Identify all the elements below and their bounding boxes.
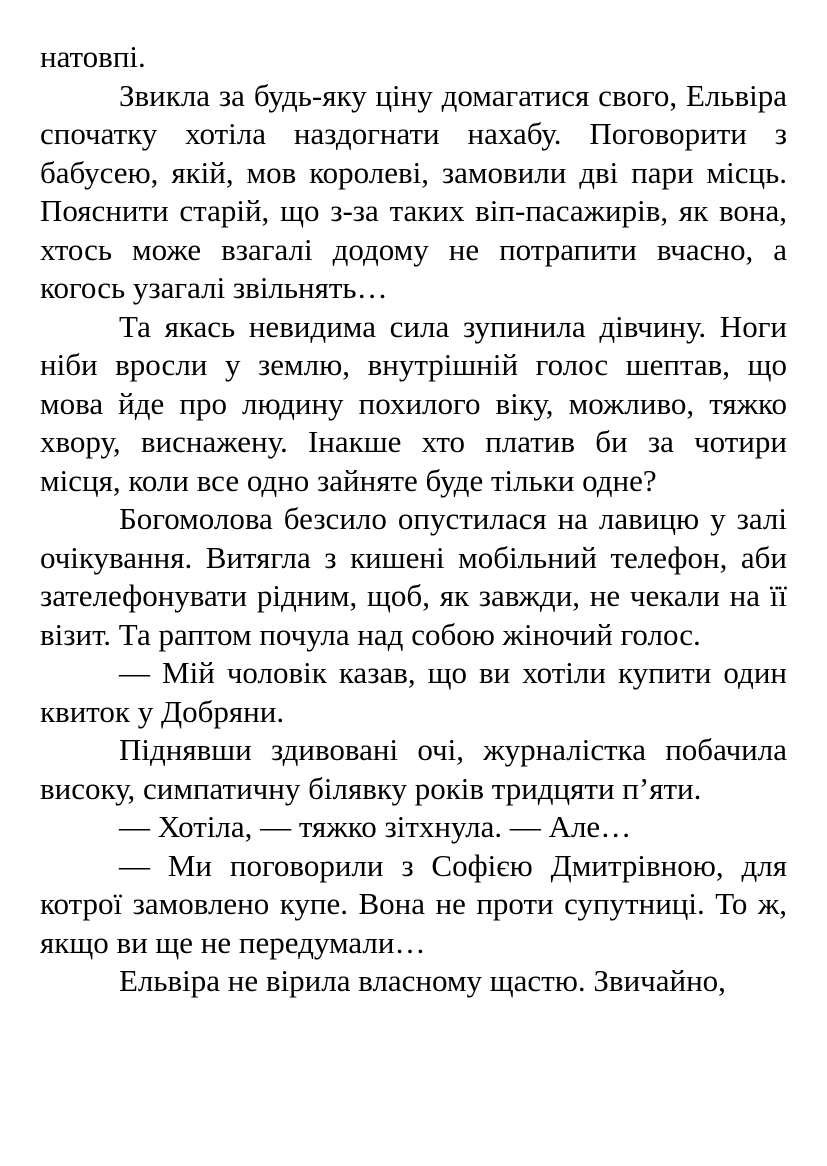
paragraph-elvira-happiness: Ельвіра не вірила власному щастю. Звичайно, <box>119 963 726 998</box>
dialogue-sofia-dmytrivna: — Ми поговорили з Софією Дмитрівною, для котрої замовлено купе. Вона не проти супутниці. То ж, якщо ви ще не передумали… <box>40 847 787 960</box>
paragraph-elvira-wanted-to-catch-up: Звикла за будь-яку ціну домагатися свого, Ельвіра спочатку хотіла наздогнати нахабу. Поговорити з бабусею, якій, мов королеві, замовили дві пари місць. Пояснити старій, що з-за таких віп-пасажирів, як вона, хтось може взагалі додому не потрапити вчасно, а когось узагалі звільнять… <box>40 77 787 305</box>
paragraph-journalist-looked-up: Піднявши здивовані очі, журналістка побачила високу, симпатичну білявку років тридцяти п’яти. <box>40 732 787 806</box>
paragraph-invisible-force: Та якась невидима сила зупинила дівчину. Ноги ніби вросли у землю, внутрішній голос шептав, що мова йде про людину похилого віку, можливо, тяжко хвору, виснажену. Інакше хто платив би за чотири місця, коли все одно зайняте буде тільки одне? <box>40 308 787 498</box>
paragraph-waiting-room: Богомолова безсило опустилася на лавицю у залі очікування. Витягла з кишені мобільний телефон, аби зателефонувати рідним, щоб, як завжди, не чекали на її візит. Та раптом почула над собою жіночий голос. <box>40 501 787 652</box>
dialogue-husband-said: — Мій чоловік казав, що ви хотіли купити один квиток у Добряни. <box>40 655 787 729</box>
dialogue-wanted-to: — Хотіла, — тяжко зітхнула. — Але… <box>119 809 632 844</box>
paragraph-continuation: натовпі. <box>40 39 146 74</box>
document-page <box>40 38 787 1001</box>
